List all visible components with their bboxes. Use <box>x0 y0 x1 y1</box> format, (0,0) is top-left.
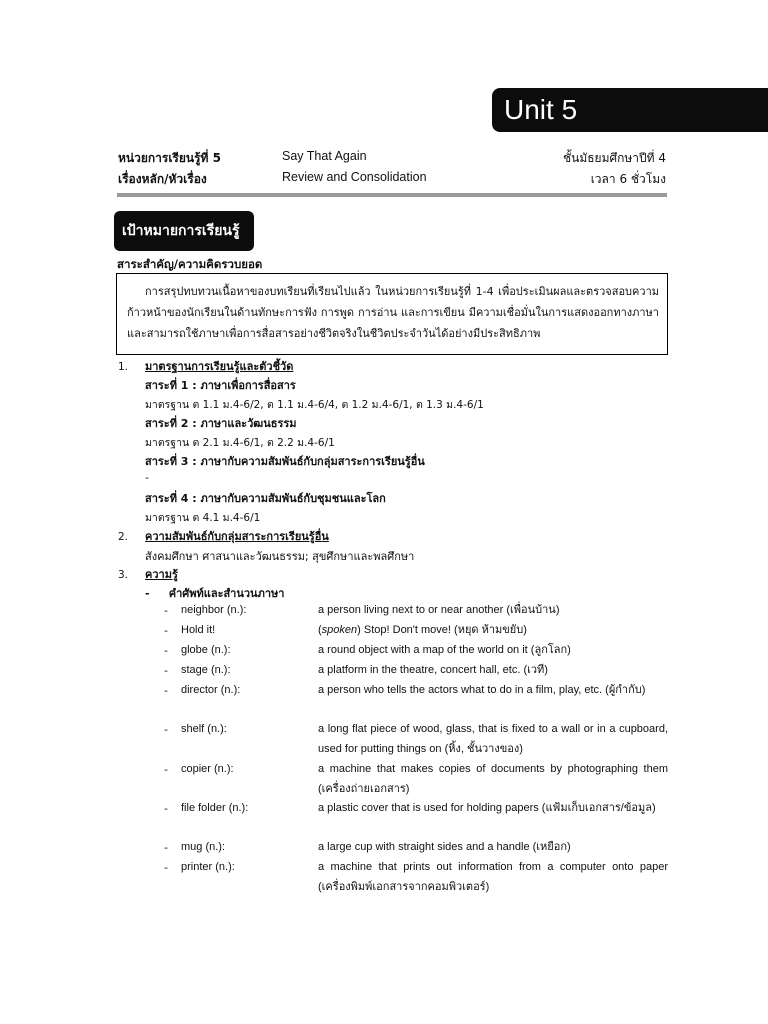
list-bullet: - <box>164 604 168 617</box>
header-row-topic <box>118 170 666 190</box>
vocab-definition: a plastic cover that is used for holding papers (แฟ้มเก็บเอกสาร/ข้อมูล) <box>318 802 656 814</box>
list-bullet: - <box>164 664 168 677</box>
vocab-term: stage (n.): <box>181 664 231 676</box>
vocab-definition: (spoken) Stop! Don't move! (หยุด ห้ามขยับ) <box>318 624 527 636</box>
section-2-text: สังคมศึกษา ศาสนาและวัฒนธรรม; สุขศึกษาและพลศึกษา <box>145 550 415 563</box>
topic-title: Review and Consolidation <box>282 170 427 184</box>
vocab-definition-text: Stop! Don't move! (หยุด ห้ามขยับ) <box>360 624 527 636</box>
section-1-title: มาตรฐานการเรียนรู้และตัวชี้วัด <box>145 360 294 373</box>
strand-4: สาระที่ 4 : ภาษากับความสัมพันธ์กับชุมชนและโลก <box>145 492 386 505</box>
concept-title: สาระสำคัญ/ความคิดรวบยอด <box>117 257 263 271</box>
vocab-definition-register: spoken <box>321 624 358 636</box>
list-bullet: - <box>164 624 168 637</box>
vocab-definition: a large cup with straight sides and a handle (เหยือก) <box>318 841 571 853</box>
section-2-title: ความสัมพันธ์กับกลุ่มสาระการเรียนรู้อื่น <box>145 530 329 543</box>
grade-level: ชั้นมัธยมศึกษาปีที่ 4 <box>562 151 666 165</box>
unit-title: Say That Again <box>282 149 367 163</box>
vocab-definition: a platform in the theatre, concert hall, etc. (เวที) <box>318 664 548 676</box>
strand-2: สาระที่ 2 : ภาษาและวัฒนธรรม <box>145 417 297 430</box>
unit-number-label: หน่วยการเรียนรู้ที่ 5 <box>118 151 221 165</box>
vocab-term: director (n.): <box>181 684 241 696</box>
list-bullet: - <box>164 763 168 776</box>
unit-label: Unit 5 <box>492 88 768 132</box>
vocab-definition: a machine that prints out information from a computer onto paper (เครื่องพิมพ์เอกสารจากคอมพิวเตอร์) <box>318 861 668 893</box>
vocab-definition: a round object with a map of the world on it (ลูกโลก) <box>318 644 571 656</box>
vocab-term: globe (n.): <box>181 644 231 656</box>
vocab-term: file folder (n.): <box>181 802 249 814</box>
time-allocation: เวลา 6 ชั่วโมง <box>590 172 666 186</box>
section-1-number: 1. <box>118 361 129 373</box>
list-bullet: - <box>164 644 168 657</box>
vocab-term: Hold it! <box>181 624 216 636</box>
standard-4: มาตรฐาน ต 4.1 ม.4-6/1 <box>145 512 261 524</box>
list-bullet: - <box>164 802 168 815</box>
topic-label: เรื่องหลัก/หัวเรื่อง <box>118 172 207 186</box>
standard-2: มาตรฐาน ต 2.1 ม.4-6/1, ต 2.2 ม.4-6/1 <box>145 437 335 449</box>
learning-goal-heading: เป้าหมายการเรียนรู้ <box>114 211 254 251</box>
header-divider <box>117 193 667 197</box>
standard-3: - <box>145 471 149 484</box>
section-3-title: ความรู้ <box>145 568 178 581</box>
header-row-unit <box>118 149 666 169</box>
vocab-definition: a machine that makes copies of documents by photographing them (เครื่องถ่ายเอกสาร) <box>318 763 668 795</box>
strand-3: สาระที่ 3 : ภาษากับความสัมพันธ์กับกลุ่มสาระการเรียนรู้อื่น <box>145 455 425 468</box>
vocab-definition: a person who tells the actors what to do in a film, play, etc. (ผู้กำกับ) <box>318 684 646 696</box>
section-2-number: 2. <box>118 531 129 543</box>
vocab-term: neighbor (n.): <box>181 604 247 616</box>
concept-text: การสรุปทบทวนเนื้อหาของบทเรียนที่เรียนไปแล้ว ในหน่วยการเรียนรู้ที่ 1-4 เพื่อประเมินผลและตรวจสอบความก้าวหน้าของนักเรียนในด้านทักษะการฟัง การพูด การอ่าน และการเขียน มีความเชื่อมั่นในการแสดงออกทางภาษาและสามารถใช้ภาษาเพื่อการสื่อสารอย่างชีวิตจริงในชีวิตประจำวันได้อย่างมีประสิทธิภาพ <box>127 285 659 340</box>
list-bullet: - <box>164 684 168 697</box>
strand-1: สาระที่ 1 : ภาษาเพื่อการสื่อสาร <box>145 379 296 392</box>
list-bullet: - <box>164 861 168 874</box>
standard-1: มาตรฐาน ต 1.1 ม.4-6/2, ต 1.1 ม.4-6/4, ต 1.2 ม.4-6/1, ต 1.3 ม.4-6/1 <box>145 399 484 411</box>
vocab-term: copier (n.): <box>181 763 234 775</box>
section-3-number: 3. <box>118 569 129 581</box>
vocab-term: printer (n.): <box>181 861 235 873</box>
concept-box <box>116 273 668 355</box>
vocab-subheading: - คำศัพท์และสำนวนภาษา <box>145 587 285 600</box>
vocab-term: mug (n.): <box>181 841 226 853</box>
list-bullet: - <box>164 841 168 854</box>
vocab-definition: a person living next to or near another (เพื่อนบ้าน) <box>318 604 560 616</box>
vocab-definition: a long flat piece of wood, glass, that is fixed to a wall or in a cupboard, used for putting things on (หิ้ง, ชั้นวางของ) <box>318 723 668 755</box>
vocab-term: shelf (n.): <box>181 723 227 735</box>
list-bullet: - <box>164 723 168 736</box>
